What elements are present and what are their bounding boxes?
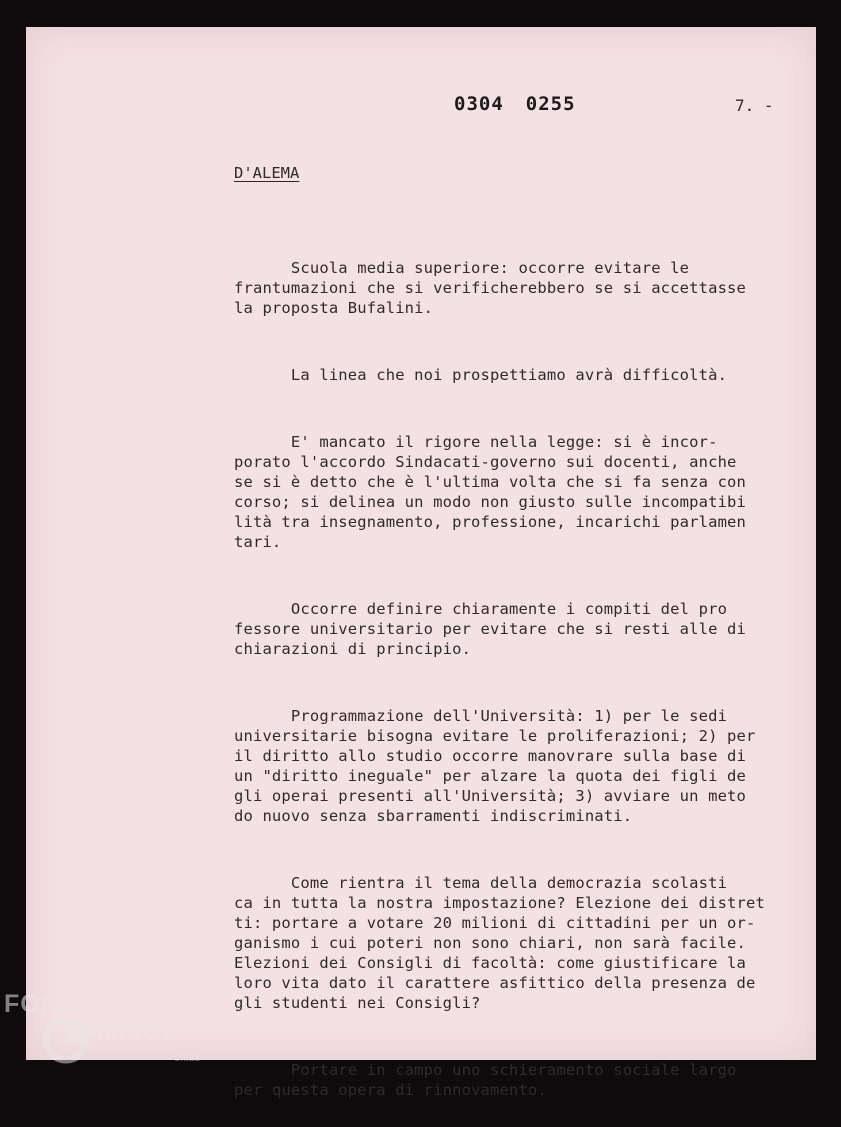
paragraph: Occorre definire chiaramente i compiti del pro fessore universitario per evitare che si resti alle di chiarazioni di principio. <box>234 600 747 658</box>
paragraph: La linea che noi prospettiamo avrà difficoltà. <box>234 366 728 384</box>
watermark-sub: onlus <box>174 1052 201 1064</box>
archive-number-part: 0304 <box>454 93 504 115</box>
document-body <box>234 218 794 1127</box>
archive-number-part: 0255 <box>525 93 576 115</box>
page-number: 7. - <box>735 96 774 115</box>
paragraph: Portare in campo uno schieramento sociale largo per questa opera di rinnovamento. <box>234 1061 737 1099</box>
fondazione-gramsci-watermark <box>4 990 214 1070</box>
archive-number <box>454 93 576 115</box>
watermark-line2: RAMSCI <box>66 1018 171 1046</box>
paragraph: Programmazione dell'Università: 1) per le sedi universitarie bisogna evitare le proliferazioni; 2) per il diritto allo studio occorre manovrare sulla base di un "diritto ineguale" per alzare la quota dei figli de gli operai presenti all'Università; 3) avviare un meto do nuovo senza sbarramenti indiscriminati. <box>234 707 756 825</box>
speaker-heading: D'ALEMA <box>234 164 300 182</box>
watermark-line1: FONDAZIONE <box>4 990 180 1018</box>
paragraph: Come rientra il tema della democrazia scolasti ca in tutta la nostra impostazione? Elezione dei distret ti: portare a votare 20 milioni di cittadini per un or- ganismo i cui poteri non sono chiari, non sarà facile. Elezioni dei Consigli di facoltà: come giustificare la loro vita dato il carattere asfittico della presenza de gli studenti nei Consigli? <box>234 874 765 1012</box>
paragraph: Scuola media superiore: occorre evitare le frantumazioni che si verificherebbero se si accettasse la proposta Bufalini. <box>234 259 747 317</box>
paragraph: E' mancato il rigore nella legge: si è incor- porato l'accordo Sindacati-governo sui docenti, anche se si è detto che è l'ultima volta che si fa senza con corso; si delinea un modo non giusto sulle incompatibi lità tra insegnamento, professione, incarichi parlamen tari. <box>234 433 747 551</box>
